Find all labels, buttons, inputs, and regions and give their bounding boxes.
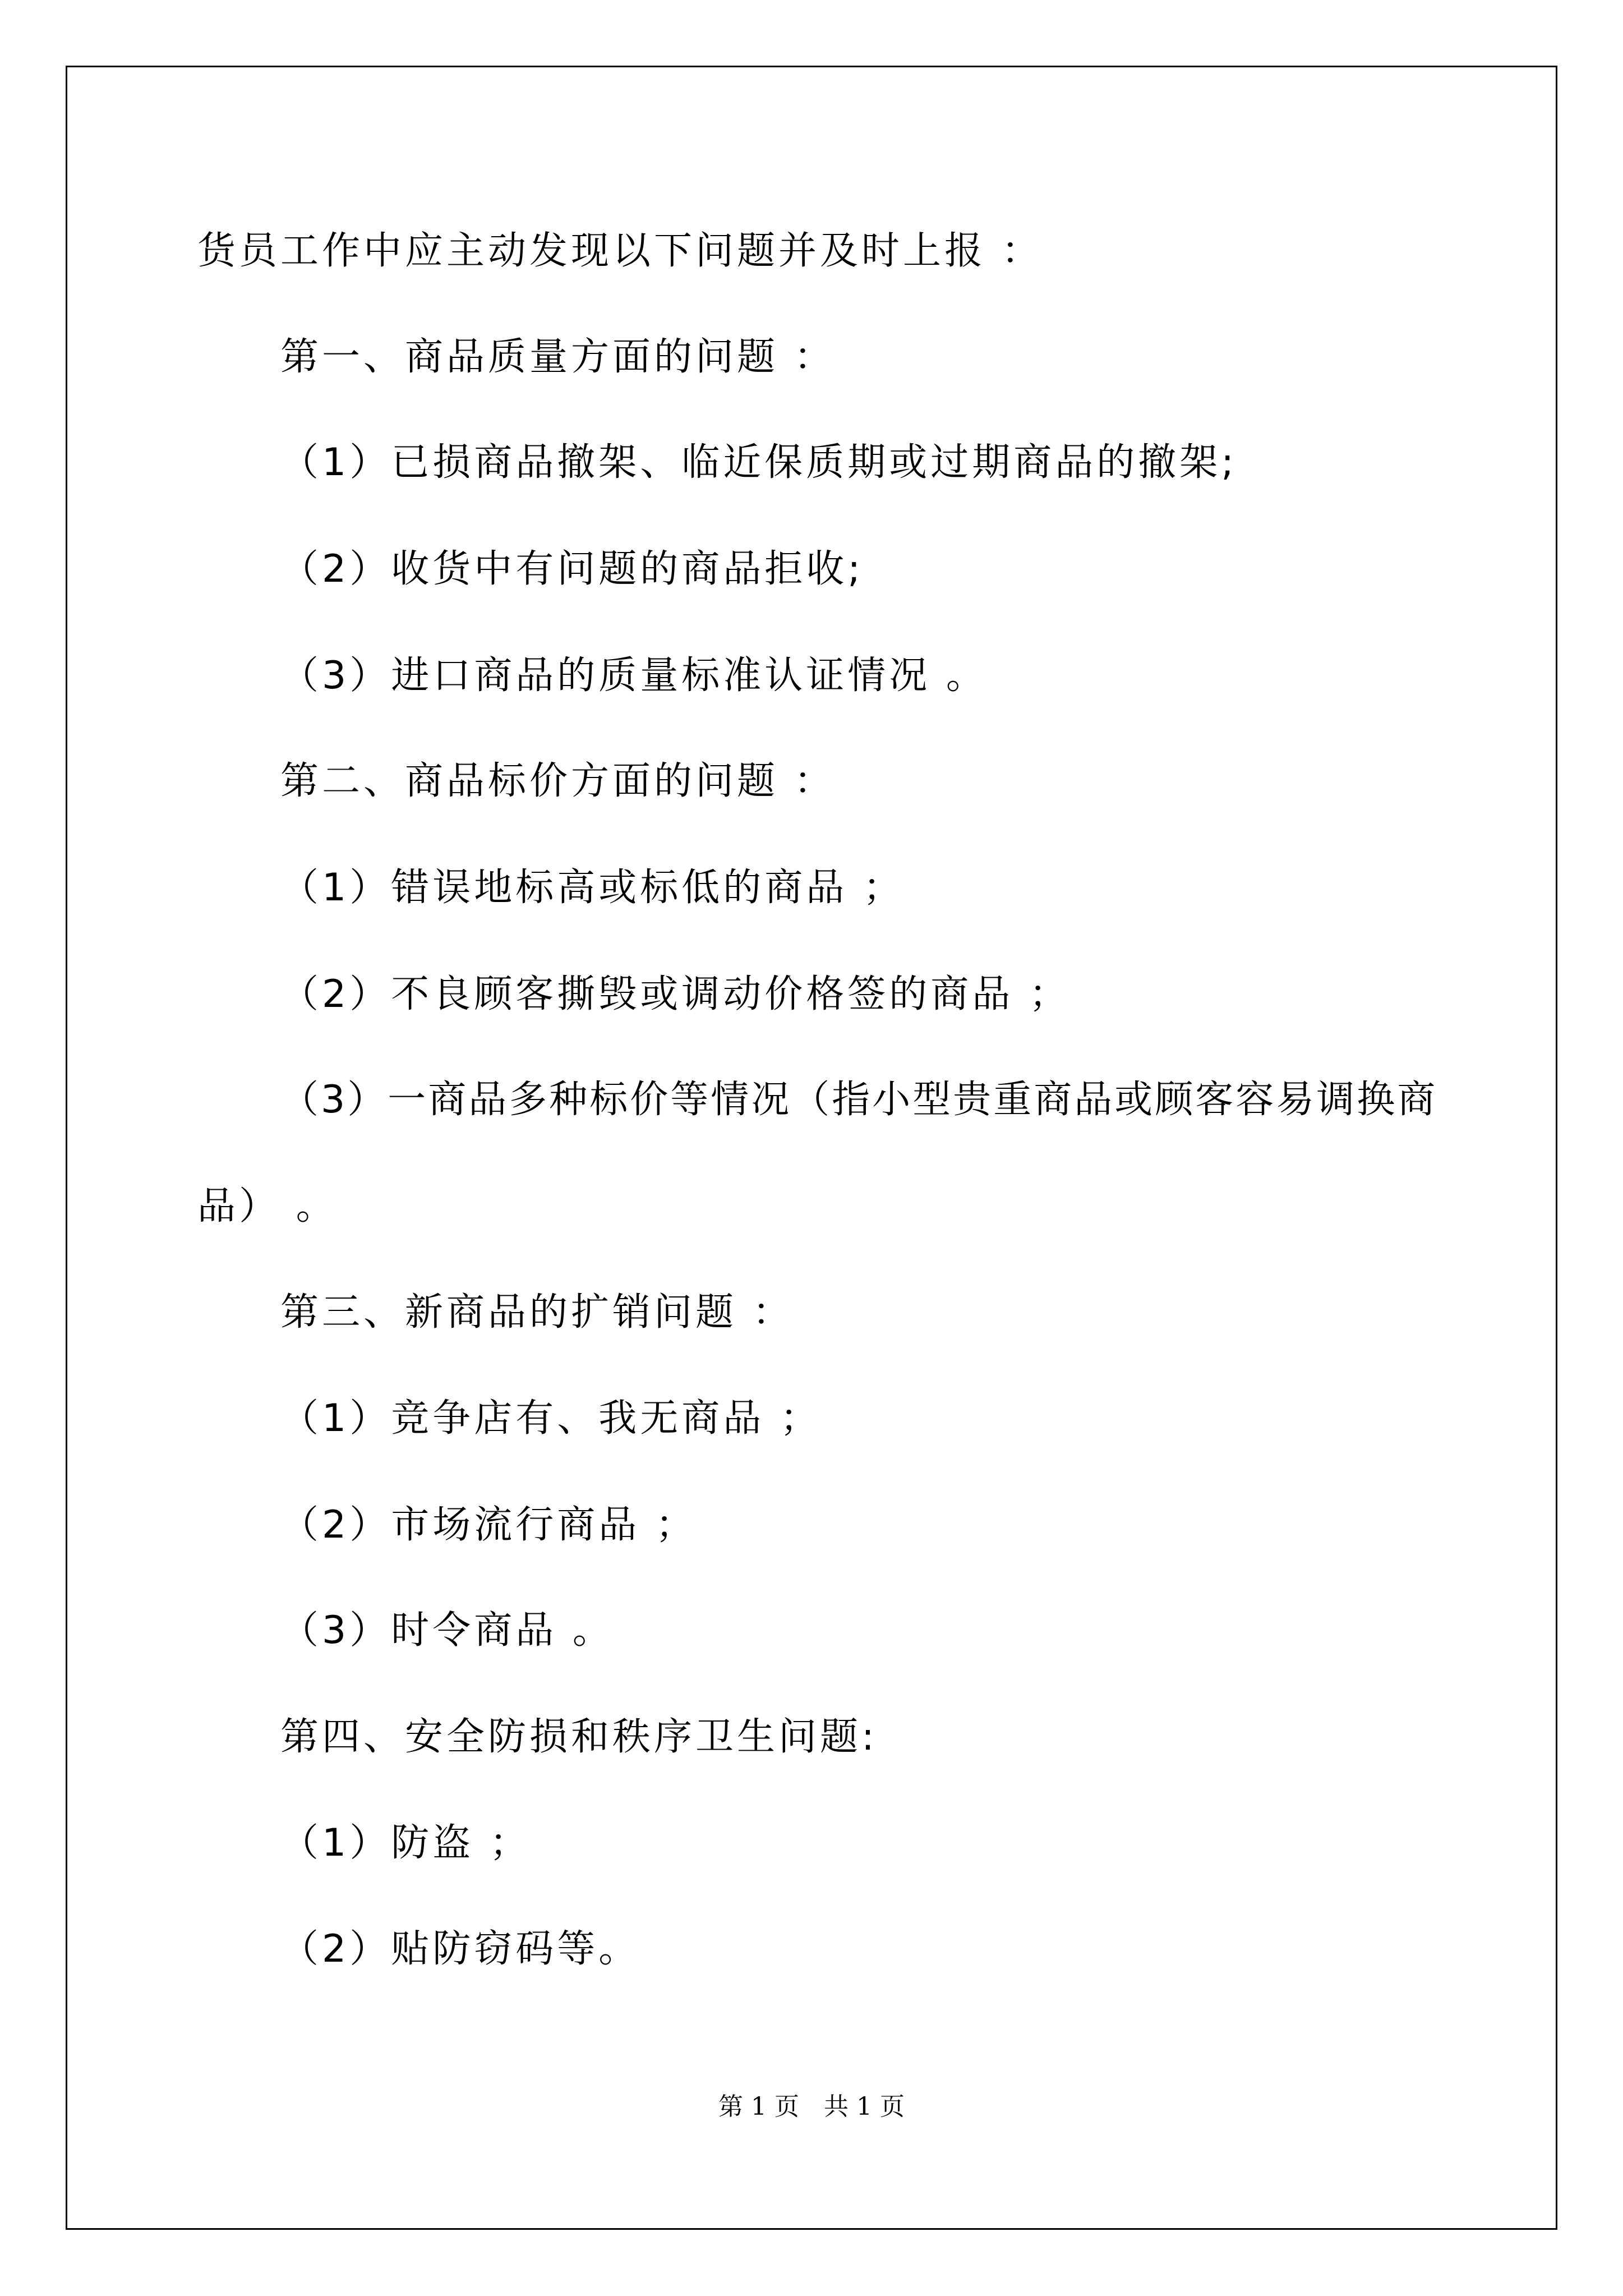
section-2-item-3: （3）一商品多种标价等情况（指小型贵重商品或顾客容易调换商 <box>280 1078 1438 1122</box>
section-1-item-2: （2）收货中有问题的商品拒收; <box>280 547 864 591</box>
section-2-item-2: （2）不良顾客撕毁或调动价格签的商品 ； <box>280 972 1071 1016</box>
section-2-item-3-continuation: 品） 。 <box>197 1184 338 1228</box>
section-3-item-3: （3）时令商品 。 <box>280 1608 614 1653</box>
section-4-item-2: （2）贴防窃码等。 <box>280 1927 640 1971</box>
section-3-item-2: （2）市场流行商品 ； <box>280 1503 697 1547</box>
section-2-item-1: （1）错误地标高或标低的商品 ； <box>280 866 905 910</box>
section-3-item-1: （1）竞争店有、我无商品 ； <box>280 1396 822 1441</box>
section-4-item-1: （1）防盗 ； <box>280 1821 531 1865</box>
section-4-heading: 第四、安全防损和秩序卫生问题: <box>280 1715 878 1759</box>
section-1-heading: 第一、商品质量方面的问题 ： <box>280 335 836 379</box>
page-border <box>66 66 1557 2230</box>
section-1-item-1: （1）已损商品撤架、临近保质期或过期商品的撤架; <box>280 440 1238 485</box>
page-number-footer: 第 1 页 共 1 页 <box>718 2092 905 2121</box>
section-1-item-3: （3）进口商品的质量标准认证情况 。 <box>280 654 988 698</box>
section-2-heading: 第二、商品标价方面的问题 ： <box>280 759 836 803</box>
intro-paragraph: 货员工作中应主动发现以下问题并及时上报 ： <box>197 229 1043 273</box>
section-3-heading: 第三、新商品的扩销问题 ： <box>280 1290 794 1335</box>
